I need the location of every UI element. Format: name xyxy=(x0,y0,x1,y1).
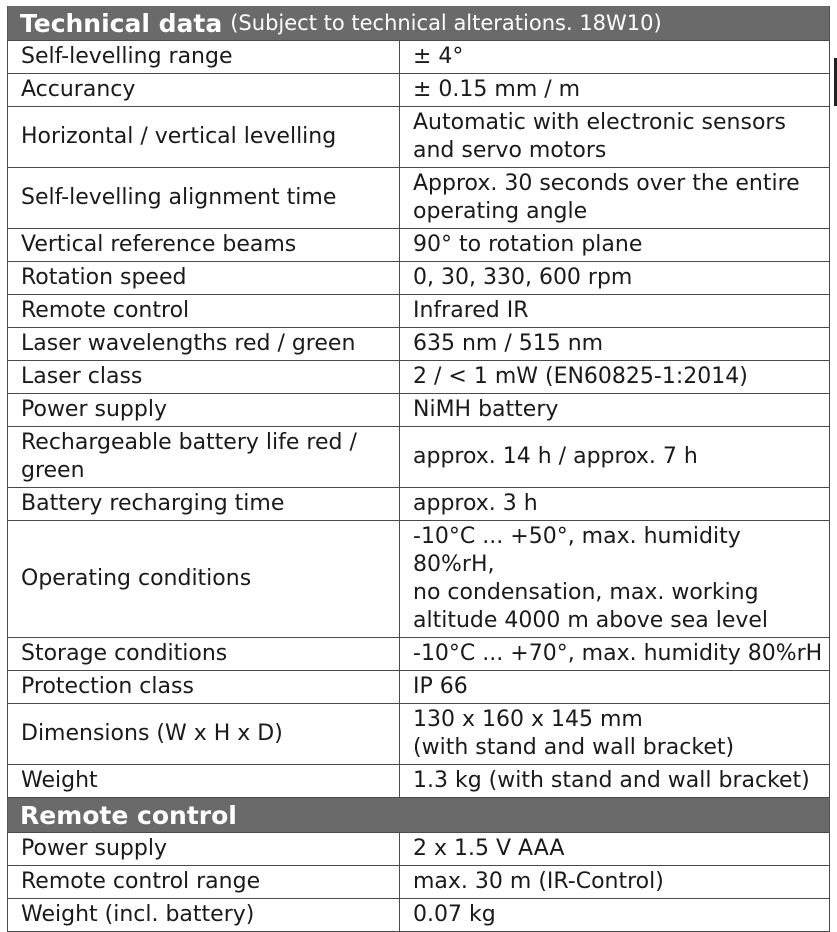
spec-value-line: -10°C ... +50°, max. humidity 80%rH, xyxy=(413,524,741,577)
spec-label: Remote control xyxy=(8,295,400,328)
spec-label: Accurancy xyxy=(8,74,400,107)
spec-value-line: altitude 4000 m above sea level xyxy=(413,608,769,633)
spec-value-line: ± 0.15 mm / m xyxy=(413,77,581,102)
spec-value xyxy=(400,107,830,168)
spec-value xyxy=(400,295,830,328)
spec-value xyxy=(400,41,830,74)
spec-label: Operating conditions xyxy=(8,521,400,638)
table-row xyxy=(8,671,830,704)
spec-label: Power supply xyxy=(8,394,400,427)
technical-data-header xyxy=(7,6,830,40)
spec-value-line: Approx. 30 seconds over the entire xyxy=(413,171,800,196)
spec-value-line: 130 x 160 x 145 mm xyxy=(413,707,643,732)
spec-value-line: operating angle xyxy=(413,199,588,224)
technical-data-table xyxy=(7,40,830,798)
spec-value-line: 0.07 kg xyxy=(413,902,496,927)
spec-value-line: -10°C ... +70°, max. humidity 80%rH xyxy=(413,641,823,666)
table-row xyxy=(8,74,830,107)
spec-value-line: no condensation, max. working xyxy=(413,580,759,605)
table-row xyxy=(8,427,830,488)
spec-label: Protection class xyxy=(8,671,400,704)
spec-label: Remote control range xyxy=(8,866,400,899)
spec-label: Vertical reference beams xyxy=(8,229,400,262)
spec-value xyxy=(400,521,830,638)
spec-label: Battery recharging time xyxy=(8,488,400,521)
spec-value-line: Infrared IR xyxy=(413,298,529,323)
spec-value xyxy=(400,638,830,671)
spec-value-line: approx. 14 h / approx. 7 h xyxy=(413,444,698,469)
spec-value-line: 2 x 1.5 V AAA xyxy=(413,836,565,861)
spec-value-line: 635 nm / 515 nm xyxy=(413,331,604,356)
table-row xyxy=(8,833,830,866)
table-row xyxy=(8,361,830,394)
spec-value-line: NiMH battery xyxy=(413,397,559,422)
spec-value xyxy=(400,229,830,262)
spec-sheet xyxy=(7,6,830,932)
spec-value-line: 0, 30, 330, 600 rpm xyxy=(413,265,633,290)
spec-value xyxy=(400,328,830,361)
table-row xyxy=(8,765,830,798)
table-row xyxy=(8,328,830,361)
table-row xyxy=(8,229,830,262)
spec-label: Weight (incl. battery) xyxy=(8,899,400,932)
remote-control-table xyxy=(7,832,830,932)
spec-value xyxy=(400,427,830,488)
remote-control-title: Remote control xyxy=(20,800,237,830)
spec-label: Self-levelling alignment time xyxy=(8,168,400,229)
technical-data-title: Technical data xyxy=(20,8,223,38)
spec-value-line: and servo motors xyxy=(413,138,607,163)
table-row xyxy=(8,41,830,74)
table-row xyxy=(8,638,830,671)
spec-value xyxy=(400,262,830,295)
spec-value-line: ± 4° xyxy=(413,44,464,69)
spec-value xyxy=(400,765,830,798)
spec-value-line: 90° to rotation plane xyxy=(413,232,643,257)
spec-value xyxy=(400,833,830,866)
spec-value xyxy=(400,671,830,704)
spec-label: Storage conditions xyxy=(8,638,400,671)
table-row xyxy=(8,295,830,328)
table-row xyxy=(8,488,830,521)
spec-value-line: Automatic with electronic sensors xyxy=(413,110,786,135)
spec-value xyxy=(400,394,830,427)
table-row xyxy=(8,262,830,295)
spec-value-line: 2 / < 1 mW (EN60825-1:2014) xyxy=(413,364,748,389)
table-row xyxy=(8,899,830,932)
spec-value xyxy=(400,866,830,899)
spec-value-line: 1.3 kg (with stand and wall bracket) xyxy=(413,768,810,793)
table-row xyxy=(8,168,830,229)
spec-value xyxy=(400,361,830,394)
spec-value-line: (with stand and wall bracket) xyxy=(413,735,735,760)
table-row xyxy=(8,394,830,427)
table-row xyxy=(8,704,830,765)
spec-label: Laser wavelengths red / green xyxy=(8,328,400,361)
spec-value-line: max. 30 m (IR-Control) xyxy=(413,869,664,894)
table-row xyxy=(8,107,830,168)
spec-label: Weight xyxy=(8,765,400,798)
spec-label: Self-levelling range xyxy=(8,41,400,74)
spec-label: Rotation speed xyxy=(8,262,400,295)
spec-value xyxy=(400,488,830,521)
technical-data-subtitle: (Subject to technical alterations. 18W10) xyxy=(230,11,662,35)
spec-value-line: approx. 3 h xyxy=(413,491,538,516)
remote-control-header xyxy=(7,798,830,832)
spec-value xyxy=(400,74,830,107)
spec-value xyxy=(400,168,830,229)
spec-label: Horizontal / vertical levelling xyxy=(8,107,400,168)
spec-value xyxy=(400,899,830,932)
spec-label: Rechargeable battery life red / green xyxy=(8,427,400,488)
spec-label: Power supply xyxy=(8,833,400,866)
spec-value xyxy=(400,704,830,765)
table-row xyxy=(8,521,830,638)
spec-value-line: IP 66 xyxy=(413,674,468,699)
table-row xyxy=(8,866,830,899)
spec-label: Laser class xyxy=(8,361,400,394)
spec-label: Dimensions (W x H x D) xyxy=(8,704,400,765)
